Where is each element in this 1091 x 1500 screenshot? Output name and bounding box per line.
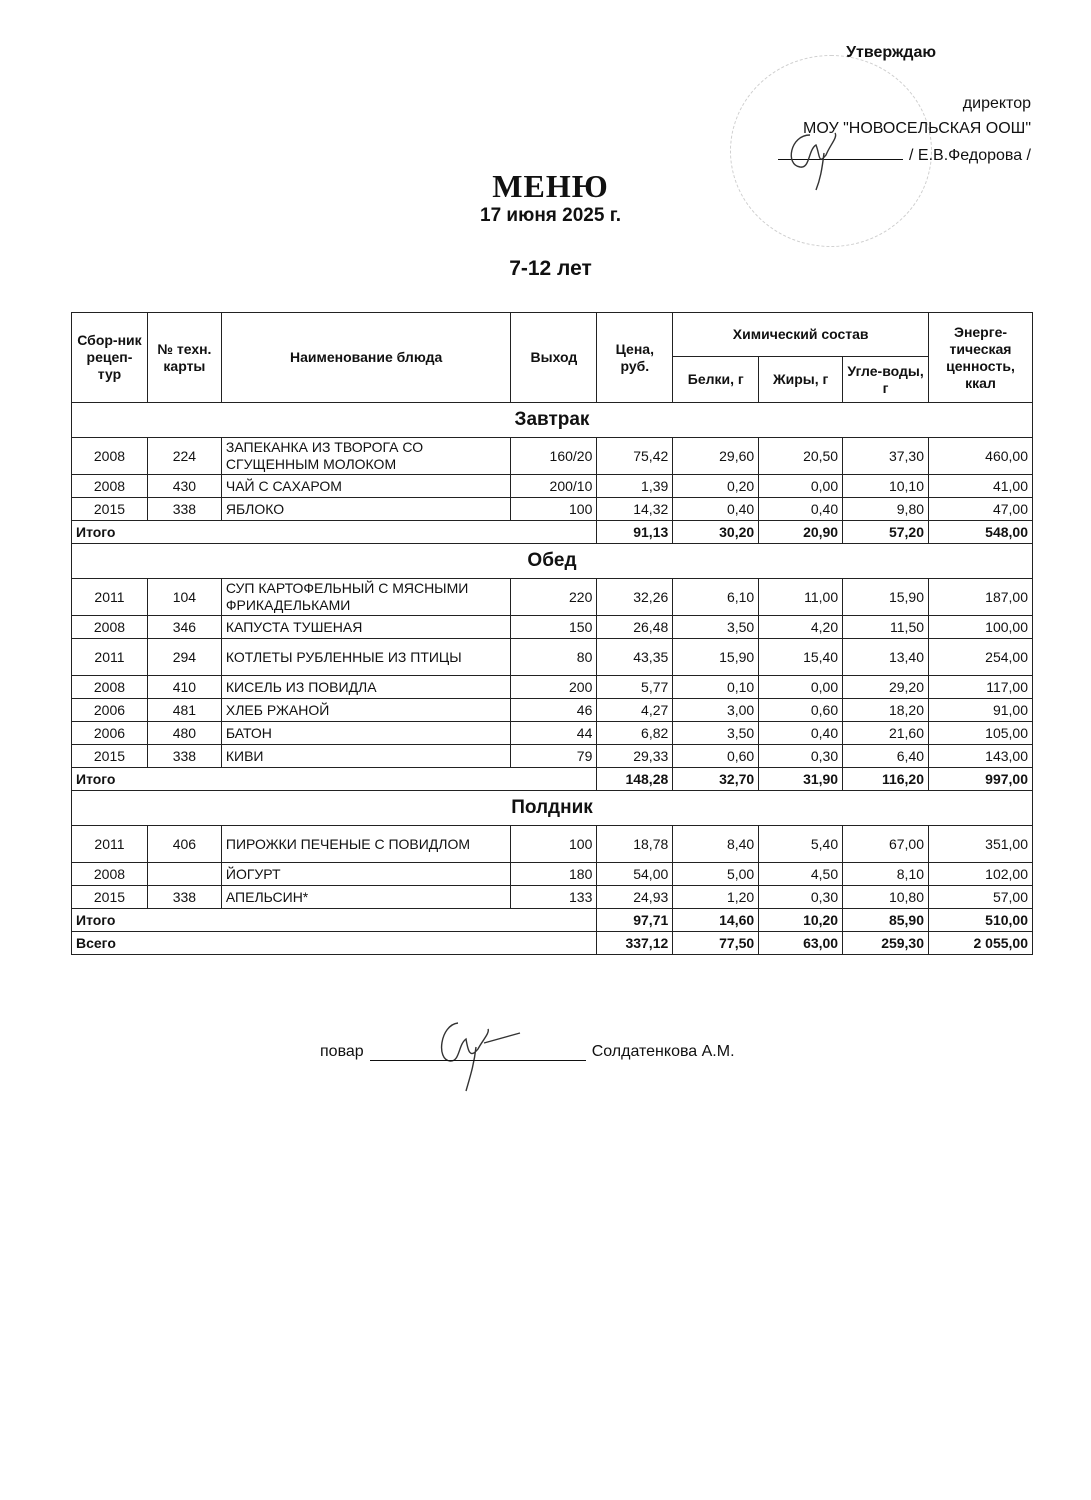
cell-protein: 0,40 (673, 498, 759, 521)
cell-protein: 1,20 (673, 886, 759, 909)
total-protein: 14,60 (673, 909, 759, 932)
cell-tech-card: 480 (147, 722, 221, 745)
grand-total-protein: 77,50 (673, 932, 759, 955)
cell-yield: 150 (511, 616, 597, 639)
cell-energy: 187,00 (929, 579, 1033, 616)
cell-energy: 117,00 (929, 676, 1033, 699)
cell-energy: 47,00 (929, 498, 1033, 521)
cell-dish-name: ЗАПЕКАНКА ИЗ ТВОРОГА СО СГУЩЕННЫМ МОЛОКОМ (221, 438, 511, 475)
cell-dish-name: БАТОН (221, 722, 511, 745)
cell-energy: 351,00 (929, 826, 1033, 863)
cell-protein: 0,60 (673, 745, 759, 768)
cell-fat: 0,30 (759, 745, 843, 768)
header-price: Цена, руб. (597, 313, 673, 403)
cell-carbs: 9,80 (843, 498, 929, 521)
cell-fat: 0,60 (759, 699, 843, 722)
cell-energy: 254,00 (929, 639, 1033, 676)
cell-dish-name: ЯБЛОКО (221, 498, 511, 521)
cell-collection: 2008 (72, 438, 148, 475)
cell-protein: 0,20 (673, 475, 759, 498)
cell-fat: 4,50 (759, 863, 843, 886)
cell-yield: 80 (511, 639, 597, 676)
cell-price: 43,35 (597, 639, 673, 676)
cell-carbs: 29,20 (843, 676, 929, 699)
total-energy: 548,00 (929, 521, 1033, 544)
table-row (72, 722, 1033, 745)
cell-tech-card (147, 863, 221, 886)
cell-carbs: 10,10 (843, 475, 929, 498)
cell-carbs: 10,80 (843, 886, 929, 909)
cell-dish-name: АПЕЛЬСИН* (221, 886, 511, 909)
cell-yield: 44 (511, 722, 597, 745)
cell-tech-card: 224 (147, 438, 221, 475)
approval-position: директор (962, 95, 1031, 112)
cell-protein: 5,00 (673, 863, 759, 886)
header-chem: Химический состав (673, 313, 929, 357)
total-carbs: 57,20 (843, 521, 929, 544)
cell-dish-name: КИСЕЛЬ ИЗ ПОВИДЛА (221, 676, 511, 699)
cell-carbs: 18,20 (843, 699, 929, 722)
cell-carbs: 6,40 (843, 745, 929, 768)
cell-collection: 2011 (72, 579, 148, 616)
cell-fat: 5,40 (759, 826, 843, 863)
total-label: Итого (72, 521, 597, 544)
cell-collection: 2011 (72, 639, 148, 676)
cell-energy: 105,00 (929, 722, 1033, 745)
cell-collection: 2015 (72, 745, 148, 768)
table-row (72, 438, 1033, 475)
age-group: 7-12 лет (509, 257, 592, 280)
cell-fat: 4,20 (759, 616, 843, 639)
cell-energy: 102,00 (929, 863, 1033, 886)
total-energy: 997,00 (929, 768, 1033, 791)
total-price: 97,71 (597, 909, 673, 932)
table-row (72, 886, 1033, 909)
cell-protein: 3,00 (673, 699, 759, 722)
total-fat: 31,90 (759, 768, 843, 791)
cell-energy: 57,00 (929, 886, 1033, 909)
cell-price: 24,93 (597, 886, 673, 909)
grand-total-label: Всего (72, 932, 597, 955)
cell-collection: 2015 (72, 886, 148, 909)
approval-title: Утверждаю (846, 44, 936, 61)
cell-yield: 180 (511, 863, 597, 886)
cell-energy: 460,00 (929, 438, 1033, 475)
table-row (72, 616, 1033, 639)
cell-collection: 2008 (72, 676, 148, 699)
cell-price: 54,00 (597, 863, 673, 886)
total-price: 91,13 (597, 521, 673, 544)
table-row (72, 579, 1033, 616)
cell-tech-card: 430 (147, 475, 221, 498)
page-title: МЕНЮ (492, 168, 609, 204)
menu-table-body (72, 403, 1033, 955)
cell-dish-name: КИВИ (221, 745, 511, 768)
table-row (72, 826, 1033, 863)
header-energy: Энерге-тическая ценность, ккал (929, 313, 1033, 403)
cell-fat: 11,00 (759, 579, 843, 616)
section-title: Обед (72, 544, 1033, 579)
total-carbs: 116,20 (843, 768, 929, 791)
cell-price: 14,32 (597, 498, 673, 521)
cell-yield: 200/10 (511, 475, 597, 498)
grand-total-price: 337,12 (597, 932, 673, 955)
cell-carbs: 11,50 (843, 616, 929, 639)
cell-carbs: 13,40 (843, 639, 929, 676)
header-tech-card: № техн. карты (147, 313, 221, 403)
cell-carbs: 15,90 (843, 579, 929, 616)
cell-tech-card: 104 (147, 579, 221, 616)
cell-energy: 100,00 (929, 616, 1033, 639)
cell-fat: 0,30 (759, 886, 843, 909)
total-protein: 32,70 (673, 768, 759, 791)
cell-yield: 133 (511, 886, 597, 909)
total-row (72, 909, 1033, 932)
cell-tech-card: 338 (147, 886, 221, 909)
cell-tech-card: 481 (147, 699, 221, 722)
header-protein: Белки, г (673, 357, 759, 403)
cell-price: 29,33 (597, 745, 673, 768)
grand-total-fat: 63,00 (759, 932, 843, 955)
cell-price: 1,39 (597, 475, 673, 498)
cell-yield: 79 (511, 745, 597, 768)
section-title: Полдник (72, 791, 1033, 826)
cell-yield: 46 (511, 699, 597, 722)
cell-yield: 220 (511, 579, 597, 616)
cell-energy: 41,00 (929, 475, 1033, 498)
cell-collection: 2011 (72, 826, 148, 863)
grand-total-row (72, 932, 1033, 955)
cell-collection: 2008 (72, 863, 148, 886)
cell-carbs: 21,60 (843, 722, 929, 745)
header-collection: Сбор-ник рецеп-тур (72, 313, 148, 403)
cell-protein: 3,50 (673, 616, 759, 639)
approval-org: МОУ "НОВОСЕЛЬСКАЯ ООШ" (803, 120, 1031, 137)
cell-dish-name: ПИРОЖКИ ПЕЧЕНЫЕ С ПОВИДЛОМ (221, 826, 511, 863)
cell-price: 26,48 (597, 616, 673, 639)
total-fat: 10,20 (759, 909, 843, 932)
cell-dish-name: ЙОГУРТ (221, 863, 511, 886)
cell-protein: 8,40 (673, 826, 759, 863)
cell-collection: 2008 (72, 475, 148, 498)
footer-signature (320, 1042, 735, 1061)
cell-protein: 3,50 (673, 722, 759, 745)
cell-price: 4,27 (597, 699, 673, 722)
cell-collection: 2015 (72, 498, 148, 521)
cell-protein: 6,10 (673, 579, 759, 616)
total-protein: 30,20 (673, 521, 759, 544)
cell-tech-card: 410 (147, 676, 221, 699)
header-fat: Жиры, г (759, 357, 843, 403)
table-row (72, 863, 1033, 886)
cell-protein: 15,90 (673, 639, 759, 676)
cell-fat: 15,40 (759, 639, 843, 676)
cell-price: 5,77 (597, 676, 673, 699)
table-row (72, 639, 1033, 676)
total-carbs: 85,90 (843, 909, 929, 932)
footer-role: повар (320, 1043, 364, 1060)
total-row (72, 768, 1033, 791)
total-price: 148,28 (597, 768, 673, 791)
cell-price: 18,78 (597, 826, 673, 863)
total-energy: 510,00 (929, 909, 1033, 932)
total-label: Итого (72, 909, 597, 932)
cell-tech-card: 346 (147, 616, 221, 639)
total-fat: 20,90 (759, 521, 843, 544)
cell-carbs: 8,10 (843, 863, 929, 886)
menu-table (71, 312, 1033, 955)
cell-dish-name: ЧАЙ С САХАРОМ (221, 475, 511, 498)
cell-energy: 91,00 (929, 699, 1033, 722)
grand-total-energy: 2 055,00 (929, 932, 1033, 955)
grand-total-carbs: 259,30 (843, 932, 929, 955)
section-row (72, 403, 1033, 438)
cell-yield: 160/20 (511, 438, 597, 475)
cell-collection: 2008 (72, 616, 148, 639)
cell-fat: 0,00 (759, 475, 843, 498)
section-title: Завтрак (72, 403, 1033, 438)
header-dish: Наименование блюда (221, 313, 511, 403)
cell-price: 32,26 (597, 579, 673, 616)
cell-collection: 2006 (72, 699, 148, 722)
cell-yield: 100 (511, 826, 597, 863)
cell-fat: 0,00 (759, 676, 843, 699)
cell-yield: 200 (511, 676, 597, 699)
cell-carbs: 37,30 (843, 438, 929, 475)
cell-fat: 20,50 (759, 438, 843, 475)
cell-price: 6,82 (597, 722, 673, 745)
table-row (72, 745, 1033, 768)
cell-protein: 29,60 (673, 438, 759, 475)
table-row (72, 475, 1033, 498)
header-yield: Выход (511, 313, 597, 403)
table-row (72, 699, 1033, 722)
cell-protein: 0,10 (673, 676, 759, 699)
total-label: Итого (72, 768, 597, 791)
cell-tech-card: 338 (147, 745, 221, 768)
cell-energy: 143,00 (929, 745, 1033, 768)
cell-dish-name: КАПУСТА ТУШЕНАЯ (221, 616, 511, 639)
cell-price: 75,42 (597, 438, 673, 475)
cell-dish-name: ХЛЕБ РЖАНОЙ (221, 699, 511, 722)
section-row (72, 544, 1033, 579)
cell-fat: 0,40 (759, 722, 843, 745)
table-row (72, 676, 1033, 699)
header-carbs: Угле-воды, г (843, 357, 929, 403)
cell-dish-name: КОТЛЕТЫ РУБЛЕННЫЕ ИЗ ПТИЦЫ (221, 639, 511, 676)
cell-collection: 2006 (72, 722, 148, 745)
cell-fat: 0,40 (759, 498, 843, 521)
footer-signature-line (370, 1042, 586, 1061)
table-row (72, 498, 1033, 521)
menu-date: 17 июня 2025 г. (480, 205, 621, 226)
approval-name: / Е.В.Федорова / (909, 147, 1031, 164)
cell-carbs: 67,00 (843, 826, 929, 863)
footer-name: Солдатенкова А.М. (591, 1043, 735, 1060)
cell-tech-card: 294 (147, 639, 221, 676)
total-row (72, 521, 1033, 544)
section-row (72, 791, 1033, 826)
cell-tech-card: 338 (147, 498, 221, 521)
cell-tech-card: 406 (147, 826, 221, 863)
cell-dish-name: СУП КАРТОФЕЛЬНЫЙ С МЯСНЫМИ ФРИКАДЕЛЬКАМИ (221, 579, 511, 616)
cell-yield: 100 (511, 498, 597, 521)
